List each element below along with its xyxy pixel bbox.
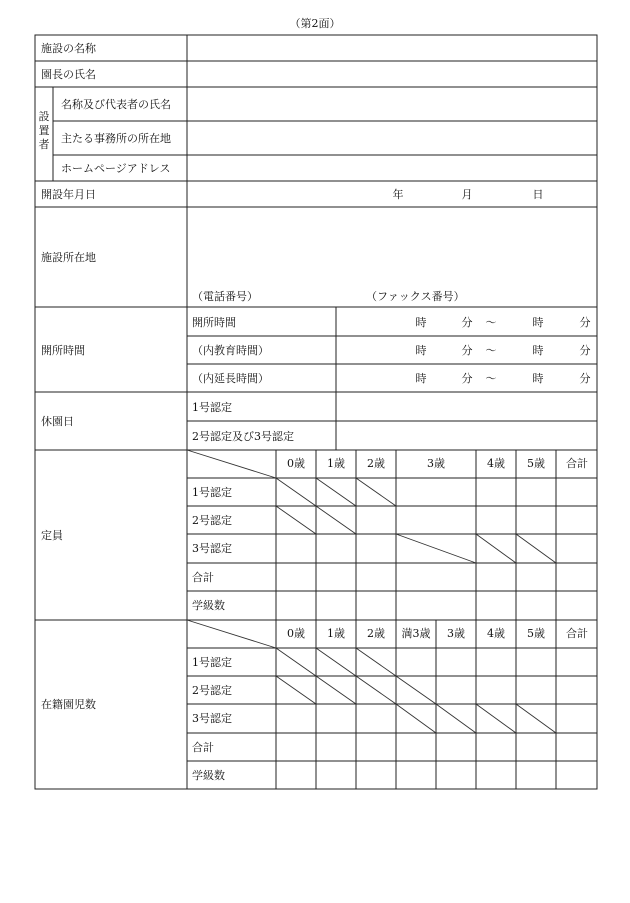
enrolled-header-cell: 5歳 [527, 627, 545, 640]
minute-unit: 分 [461, 316, 473, 329]
capacity-row-labels [192, 486, 232, 612]
capacity-header-cell: 5歳 [527, 457, 545, 470]
founder-office-label: 主たる事務所の所在地 [61, 132, 171, 145]
opening-date-label: 開設年月日 [41, 188, 96, 201]
enrolled-row-label: 合計 [192, 741, 214, 754]
minute-unit: 分 [579, 372, 591, 385]
hour-unit: 時 [532, 316, 544, 329]
location-label: 施設所在地 [41, 251, 96, 264]
range-tilde: ～ [485, 316, 497, 329]
hour-unit: 時 [415, 316, 427, 329]
svg-text:者: 者 [38, 138, 50, 151]
director-name-label: 園長の氏名 [41, 68, 96, 81]
hour-unit: 時 [532, 344, 544, 357]
hour-unit: 時 [415, 372, 427, 385]
founder-group-label [39, 110, 50, 151]
enrolled-headers [287, 626, 588, 640]
hours-rows [192, 315, 591, 385]
closed-row-label: 1号認定 [192, 401, 232, 414]
closed-days-field-2[interactable] [337, 422, 596, 449]
founder-homepage-field[interactable] [188, 156, 596, 180]
opening-day-unit: 日 [532, 188, 544, 201]
enrolled-header-cell: 合計 [566, 627, 588, 640]
opening-month-unit: 月 [461, 188, 473, 201]
founder-office-field[interactable] [188, 122, 596, 154]
minute-unit: 分 [461, 372, 473, 385]
capacity-label: 定員 [41, 529, 63, 542]
capacity-header-cell: 0歳 [287, 457, 305, 470]
capacity-row-label: 学級数 [192, 599, 225, 612]
capacity-row-label: 2号認定 [192, 514, 232, 527]
founder-name-field[interactable] [188, 88, 596, 120]
facility-name-field[interactable] [188, 36, 596, 60]
facility-name-label: 施設の名称 [41, 42, 96, 55]
enrolled-header-cell: 2歳 [367, 627, 385, 640]
capacity-header-cell: 1歳 [327, 457, 345, 470]
capacity-header-cell: 3歳 [427, 457, 445, 470]
hour-unit: 時 [532, 372, 544, 385]
svg-text:置: 置 [38, 124, 50, 137]
hours-row-label: （内延長時間） [192, 372, 269, 385]
enrolled-row-label: 学級数 [192, 769, 225, 782]
enrolled-row-labels [192, 656, 232, 782]
range-tilde: ～ [485, 372, 497, 385]
enrolled-header-cell: 4歳 [487, 627, 505, 640]
founder-homepage-label: ホームページアドレス [61, 162, 171, 175]
phone-label: （電話番号） [192, 290, 258, 303]
hours-label: 開所時間 [41, 344, 85, 357]
minute-unit: 分 [461, 344, 473, 357]
capacity-header-cell: 4歳 [487, 457, 505, 470]
director-name-field[interactable] [188, 62, 596, 86]
minute-unit: 分 [579, 344, 591, 357]
enrolled-header-cell: 満3歳 [401, 627, 431, 640]
capacity-row-label: 1号認定 [192, 486, 232, 499]
capacity-header-cell: 合計 [566, 457, 588, 470]
opening-year-unit: 年 [392, 188, 404, 201]
enrolled-row-label: 3号認定 [192, 712, 232, 725]
minute-unit: 分 [579, 316, 591, 329]
closed-days-field-1[interactable] [337, 393, 596, 420]
hour-unit: 時 [415, 344, 427, 357]
enrolled-label: 在籍園児数 [41, 698, 96, 711]
enrolled-header-cell: 0歳 [287, 627, 305, 640]
svg-text:設: 設 [38, 110, 50, 123]
founder-name-label: 名称及び代表者の氏名 [61, 98, 171, 111]
page-label: （第2面） [289, 17, 341, 30]
enrolled-grid [187, 620, 597, 789]
capacity-grid [187, 450, 597, 620]
enrolled-header-cell: 3歳 [447, 627, 465, 640]
capacity-headers [287, 456, 588, 470]
hours-row-label: （内教育時間） [192, 344, 269, 357]
closed-days-label: 休園日 [41, 415, 74, 428]
enrolled-row-label: 1号認定 [192, 656, 232, 669]
range-tilde: ～ [485, 344, 497, 357]
enrolled-header-cell: 1歳 [327, 627, 345, 640]
capacity-row-label: 合計 [192, 571, 214, 584]
capacity-row-label: 3号認定 [192, 542, 232, 555]
fax-label: （ファックス番号） [366, 290, 465, 303]
hours-row-label: 開所時間 [192, 316, 236, 329]
enrolled-row-label: 2号認定 [192, 684, 232, 697]
capacity-header-cell: 2歳 [367, 457, 385, 470]
closed-row-label: 2号認定及び3号認定 [192, 430, 294, 443]
